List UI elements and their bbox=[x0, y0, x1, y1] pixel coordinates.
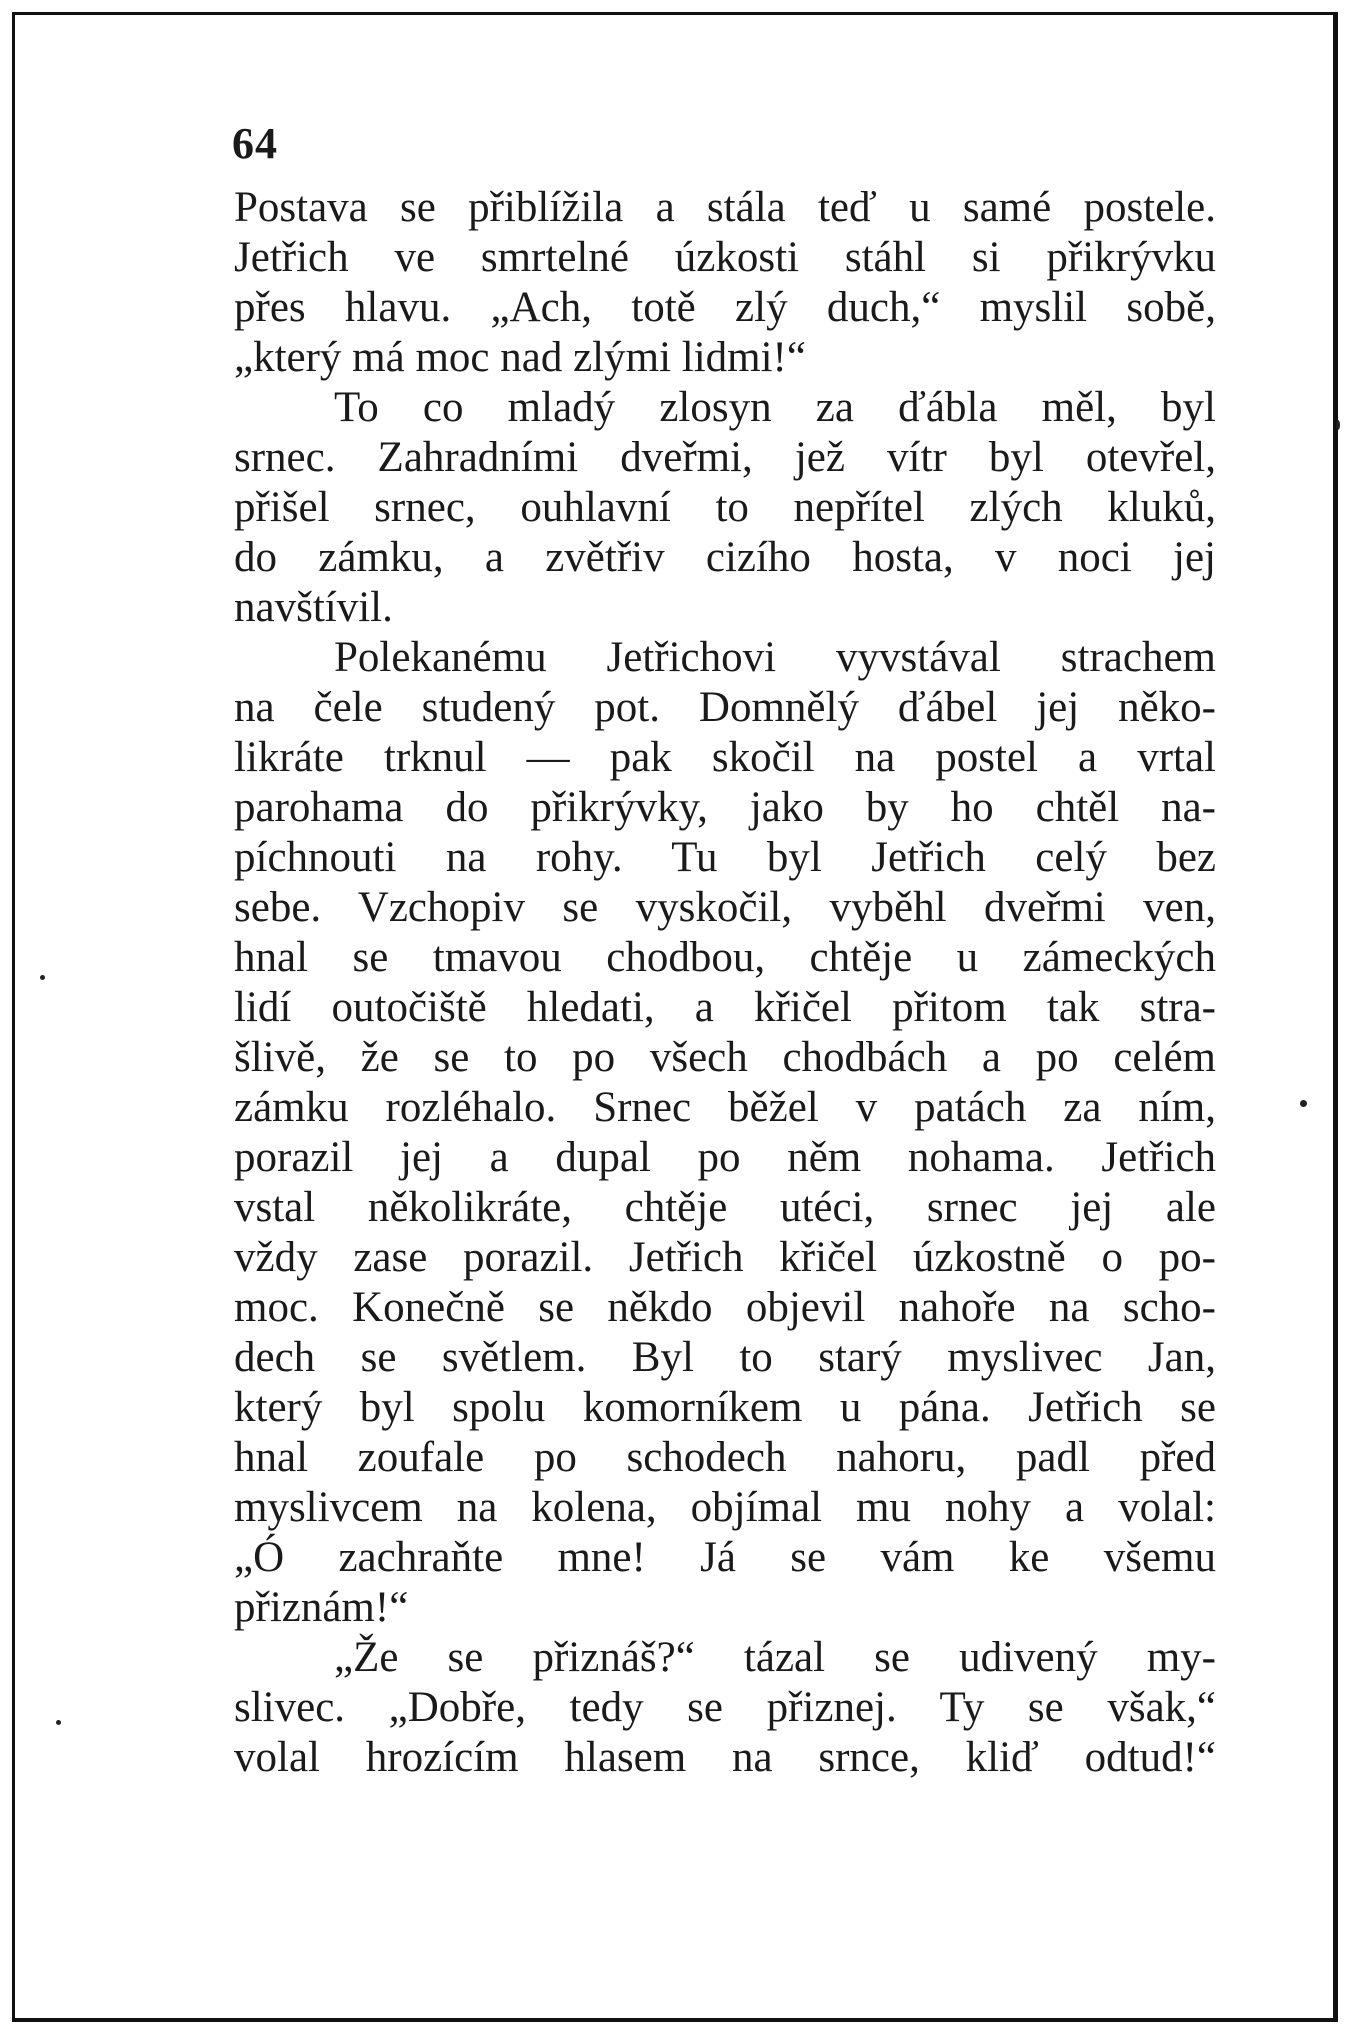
text-line: vždy zase porazil. Jetřich křičel úzkostně o po- bbox=[234, 1234, 1216, 1281]
scan-speck bbox=[40, 975, 45, 980]
text-line: porazil jej a dupal po něm nohama. Jetřich bbox=[234, 1134, 1216, 1181]
text-line: Jetřich ve smrtelné úzkosti stáhl si přikrývku bbox=[234, 234, 1216, 281]
text-line: dech se světlem. Byl to starý myslivec Jan, bbox=[234, 1334, 1216, 1381]
text-line: píchnouti na rohy. Tu byl Jetřich celý bez bbox=[234, 834, 1216, 881]
text-line: slivec. „Dobře, tedy se přiznej. Ty se však,“ bbox=[234, 1684, 1216, 1731]
text-line: Polekanému Jetřichovi vyvstával strachem bbox=[334, 634, 1216, 681]
text-line: lidí outočiště hledati, a křičel přitom tak stra- bbox=[234, 984, 1216, 1031]
text-line: vstal několikráte, chtěje utéci, srnec jej ale bbox=[234, 1184, 1216, 1231]
text-line: který byl spolu komorníkem u pána. Jetřich se bbox=[234, 1384, 1216, 1431]
text-line: myslivcem na kolena, objímal mu nohy a volal: bbox=[234, 1484, 1216, 1531]
text-line: na čele studený pot. Domnělý ďábel jej něko- bbox=[234, 684, 1216, 731]
scan-speck bbox=[56, 1720, 61, 1725]
text-line: volal hrozícím hlasem na srnce, kliď odtud!“ bbox=[234, 1734, 1216, 1781]
text-line: srnec. Zahradními dveřmi, jež vítr byl otevřel, bbox=[234, 434, 1216, 481]
text-line: navštívil. bbox=[234, 584, 393, 631]
text-line: do zámku, a zvětřiv cizího hosta, v noci jej bbox=[234, 534, 1216, 581]
text-line: likráte trknul — pak skočil na postel a vrtal bbox=[234, 734, 1216, 781]
text-line: moc. Konečně se někdo objevil nahoře na scho- bbox=[234, 1284, 1216, 1331]
body-text bbox=[234, 183, 1216, 1783]
text-line: „Ó zachraňte mne! Já se vám ke všemu bbox=[234, 1534, 1216, 1581]
text-line: hnal zoufale po schodech nahoru, padl před bbox=[234, 1434, 1216, 1481]
scan-speck bbox=[1300, 1100, 1307, 1107]
text-line: To co mladý zlosyn za ďábla měl, byl bbox=[334, 384, 1216, 431]
scan-speck bbox=[1336, 420, 1340, 430]
text-line: „který má moc nad zlými lidmi!“ bbox=[234, 334, 806, 381]
text-line: parohama do přikrývky, jako by ho chtěl na- bbox=[234, 784, 1216, 831]
text-line: hnal se tmavou chodbou, chtěje u zámeckých bbox=[234, 934, 1216, 981]
text-line: „Že se přiznáš?“ tázal se udivený my- bbox=[334, 1634, 1216, 1681]
text-line: šlivě, že se to po všech chodbách a po celém bbox=[234, 1034, 1216, 1081]
text-line: Postava se přiblížila a stála teď u samé postele. bbox=[234, 184, 1216, 231]
text-line: přiznám!“ bbox=[234, 1584, 409, 1631]
text-line: přes hlavu. „Ach, totě zlý duch,“ myslil sobě, bbox=[234, 284, 1216, 331]
page-number: 64 bbox=[232, 119, 278, 168]
text-line: přišel srnec, ouhlavní to nepřítel zlých kluků, bbox=[234, 484, 1216, 531]
text-line: zámku rozléhalo. Srnec běžel v patách za ním, bbox=[234, 1084, 1216, 1131]
text-line: sebe. Vzchopiv se vyskočil, vyběhl dveřmi ven, bbox=[234, 884, 1216, 931]
